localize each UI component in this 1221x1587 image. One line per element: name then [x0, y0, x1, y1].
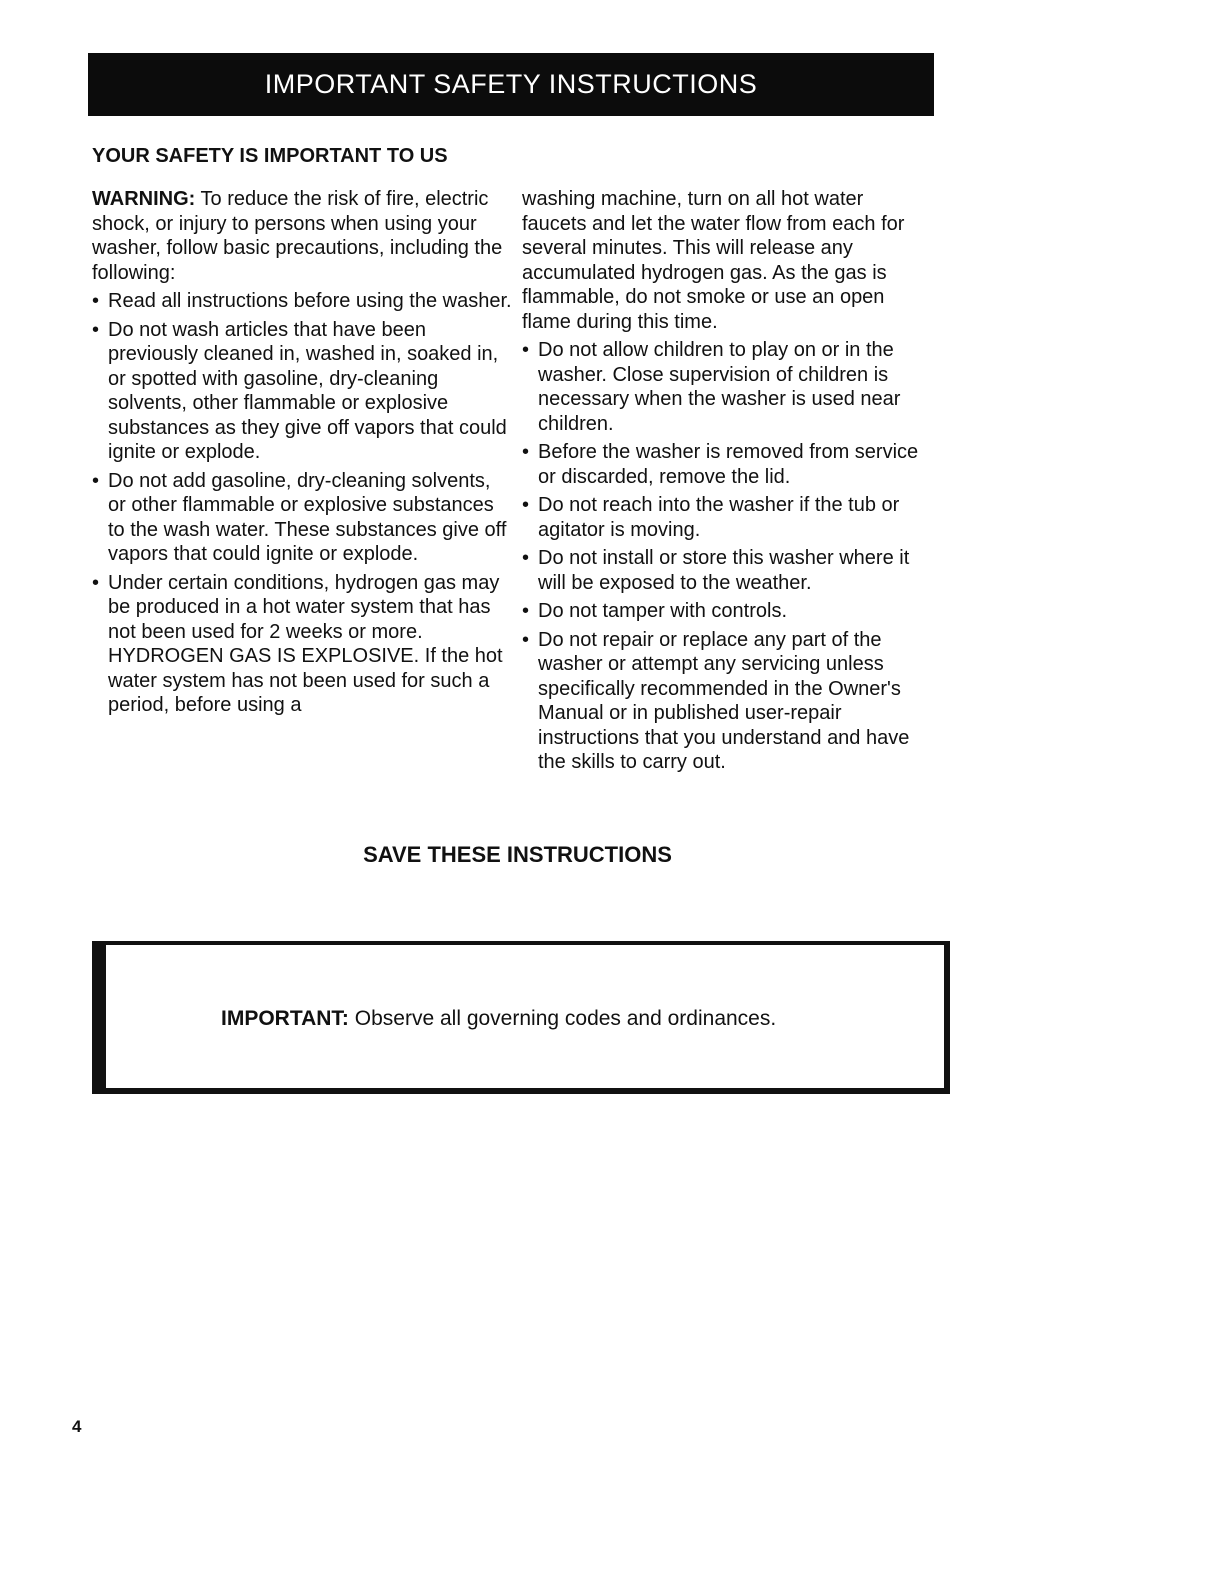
list-item — [522, 628, 932, 775]
right-bullet-list — [522, 338, 932, 775]
bullet-icon: • — [522, 600, 530, 622]
bullet-icon: • — [522, 441, 530, 463]
page-number: 4 — [72, 1417, 82, 1436]
list-item-text: Read all instructions before using the washer. — [108, 290, 512, 312]
continuation-paragraph: washing machine, turn on all hot water faucets and let the water flow from each for several minutes. This will release any accumulated hydrogen gas. As the gas is flammable, do not smoke or use an open flame during this time. — [522, 188, 905, 333]
list-item-text: Do not allow children to play on or in the washer. Close supervision of children is necessary when the washer is used near children. — [538, 339, 901, 435]
list-item — [92, 318, 512, 465]
warning-text: To reduce the risk of fire, electric shock, or injury to persons when using your washer, follow basic precautions, including the following: — [92, 188, 503, 284]
list-item-text: Do not wash articles that have been previously cleaned in, washed in, soaked in, or spotted with gasoline, dry-cleaning solvents, other flammable or explosive substances as they give off vapors that could ignite or explode. — [108, 318, 507, 463]
banner-title: IMPORTANT SAFETY INSTRUCTIONS — [264, 69, 758, 99]
list-item-text: Do not repair or replace any part of the washer or attempt any servicing unless specifically recommended in the Owner's Manual or in published user-repair instructions that you understand and have the skills to carry out. — [538, 628, 910, 773]
list-item — [522, 599, 932, 624]
important-notice-box — [92, 941, 950, 1094]
list-item-text: Do not add gasoline, dry-cleaning solvents, or other flammable or explosive substances to the wash water. These substances give off vapors that could ignite or explode. — [108, 469, 507, 565]
save-instructions-heading: SAVE THESE INSTRUCTIONS — [363, 842, 672, 867]
warning-label: WARNING: — [92, 188, 196, 210]
bullet-icon: • — [92, 469, 100, 492]
list-item — [522, 493, 932, 542]
list-item — [92, 571, 512, 718]
bullet-icon: • — [522, 628, 530, 651]
bullet-icon: • — [522, 494, 530, 516]
list-item-text: Do not tamper with controls. — [538, 600, 787, 622]
list-item — [92, 469, 512, 567]
list-item-text: Do not install or store this washer where it will be exposed to the weather. — [538, 547, 910, 594]
list-item — [522, 440, 932, 489]
bullet-icon: • — [92, 290, 100, 312]
page-banner — [88, 53, 934, 116]
list-item — [522, 546, 932, 595]
list-item — [92, 289, 512, 314]
list-item — [522, 338, 932, 436]
important-label: IMPORTANT: — [221, 1007, 349, 1030]
left-column — [92, 187, 512, 722]
bullet-icon: • — [522, 547, 530, 569]
list-item-text: Under certain conditions, hydrogen gas may be produced in a hot water system that has not been used for 2 weeks or more. HYDROGEN GAS IS EXPLOSIVE. If the hot water system has not been used for such a period, before using a — [108, 571, 503, 716]
left-bullet-list — [92, 289, 512, 718]
important-notice — [221, 1007, 776, 1031]
right-column — [522, 187, 932, 779]
important-text: Observe all governing codes and ordinances. — [348, 1007, 777, 1030]
bullet-icon: • — [522, 339, 530, 361]
bullet-icon: • — [92, 318, 100, 341]
list-item-text: Do not reach into the washer if the tub or agitator is moving. — [538, 494, 900, 541]
warning-paragraph — [92, 187, 512, 285]
bullet-icon: • — [92, 571, 100, 594]
section-title: YOUR SAFETY IS IMPORTANT TO US — [92, 145, 448, 167]
list-item-text: Before the washer is removed from service or discarded, remove the lid. — [538, 441, 919, 488]
